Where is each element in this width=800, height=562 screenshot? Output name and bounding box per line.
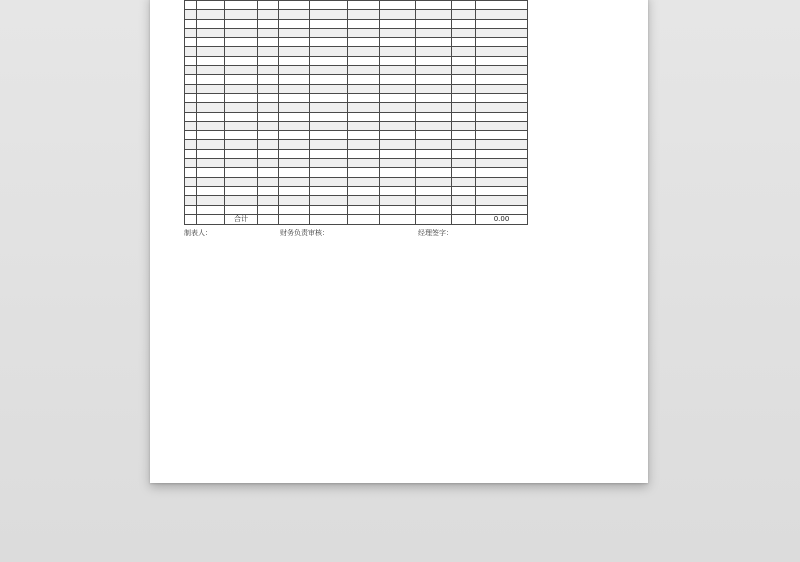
table-cell[interactable] (310, 10, 348, 19)
table-cell[interactable] (279, 56, 310, 65)
table-cell[interactable] (197, 131, 225, 140)
table-row (185, 205, 528, 214)
table-cell[interactable] (197, 75, 225, 84)
table-cell[interactable] (380, 140, 416, 149)
table-cell[interactable] (258, 196, 279, 205)
table-cell[interactable] (380, 38, 416, 47)
table-cell[interactable] (225, 186, 258, 195)
table-cell[interactable] (380, 159, 416, 168)
table-cell[interactable] (197, 38, 225, 47)
table-cell[interactable] (452, 140, 476, 149)
table-cell[interactable] (348, 177, 380, 186)
table-row (185, 19, 528, 28)
table-cell[interactable] (416, 66, 452, 75)
table-cell[interactable] (348, 205, 380, 214)
table-cell[interactable] (279, 140, 310, 149)
table-cell[interactable] (197, 205, 225, 214)
table-cell[interactable] (185, 177, 197, 186)
table-cell[interactable] (416, 131, 452, 140)
table-cell[interactable] (416, 93, 452, 102)
table-cell[interactable] (225, 56, 258, 65)
table-cell[interactable] (416, 196, 452, 205)
table-cell[interactable] (258, 177, 279, 186)
table-cell[interactable] (452, 56, 476, 65)
table-cell[interactable] (348, 214, 380, 224)
table-cell[interactable] (258, 66, 279, 75)
table-cell[interactable] (416, 140, 452, 149)
table-cell[interactable] (258, 1, 279, 10)
table-cell[interactable] (476, 38, 528, 47)
table-cell[interactable] (258, 103, 279, 112)
table-cell[interactable] (185, 149, 197, 158)
table-cell[interactable] (452, 186, 476, 195)
table-cell[interactable] (225, 140, 258, 149)
table-cell[interactable] (380, 186, 416, 195)
table-cell[interactable] (416, 168, 452, 177)
table-cell[interactable] (185, 159, 197, 168)
table-cell[interactable] (258, 149, 279, 158)
table-cell[interactable] (279, 28, 310, 37)
table-cell[interactable] (225, 66, 258, 75)
table-cell[interactable] (185, 112, 197, 121)
table-cell[interactable] (279, 196, 310, 205)
table-cell[interactable] (197, 186, 225, 195)
table-cell[interactable] (476, 112, 528, 121)
table-cell[interactable] (225, 10, 258, 19)
table-cell[interactable] (310, 38, 348, 47)
table-cell[interactable] (476, 149, 528, 158)
table-cell[interactable] (310, 112, 348, 121)
table-cell[interactable] (452, 38, 476, 47)
table-cell[interactable] (197, 19, 225, 28)
table-cell[interactable] (225, 84, 258, 93)
table-cell[interactable] (380, 10, 416, 19)
table-cell[interactable] (185, 103, 197, 112)
table-cell[interactable] (380, 93, 416, 102)
table-cell[interactable] (279, 84, 310, 93)
table-cell[interactable] (310, 131, 348, 140)
table-row (185, 159, 528, 168)
table-cell[interactable] (185, 121, 197, 130)
table-cell[interactable] (185, 168, 197, 177)
table-cell[interactable] (310, 168, 348, 177)
table-cell[interactable] (452, 28, 476, 37)
finance-review-label: 财务负责审核： (280, 228, 329, 237)
table-cell[interactable] (185, 66, 197, 75)
table-cell[interactable] (197, 140, 225, 149)
table-cell[interactable] (348, 186, 380, 195)
table-row (185, 177, 528, 186)
table-cell[interactable] (279, 168, 310, 177)
table-cell[interactable] (452, 75, 476, 84)
table-cell[interactable] (348, 47, 380, 56)
table-cell[interactable] (258, 214, 279, 224)
table-cell[interactable] (197, 66, 225, 75)
table-row (185, 56, 528, 65)
table-cell[interactable] (452, 196, 476, 205)
table-cell[interactable] (185, 140, 197, 149)
table-cell[interactable] (258, 38, 279, 47)
table-row (185, 1, 528, 10)
table-cell[interactable] (310, 84, 348, 93)
table-cell[interactable] (452, 121, 476, 130)
table-cell[interactable] (476, 1, 528, 10)
table-cell[interactable] (476, 196, 528, 205)
table-cell[interactable] (185, 214, 197, 224)
table-cell[interactable] (476, 159, 528, 168)
table-cell[interactable] (380, 196, 416, 205)
table-cell[interactable] (310, 93, 348, 102)
table-cell[interactable] (476, 19, 528, 28)
table-cell[interactable] (225, 205, 258, 214)
table-row (185, 168, 528, 177)
total-row (185, 214, 528, 224)
table-cell[interactable] (197, 168, 225, 177)
signature-footer (184, 228, 527, 240)
table-cell[interactable] (258, 19, 279, 28)
table-cell[interactable] (380, 84, 416, 93)
table-cell[interactable] (476, 103, 528, 112)
table-cell[interactable] (348, 149, 380, 158)
table-cell[interactable] (310, 149, 348, 158)
table-cell[interactable] (416, 75, 452, 84)
table-cell[interactable] (279, 159, 310, 168)
table-cell[interactable] (197, 10, 225, 19)
table-cell[interactable] (225, 177, 258, 186)
table-cell[interactable] (476, 205, 528, 214)
table-cell[interactable] (452, 84, 476, 93)
table-row (185, 103, 528, 112)
table-cell[interactable] (258, 75, 279, 84)
table-cell[interactable] (452, 177, 476, 186)
table-cell[interactable] (348, 28, 380, 37)
spreadsheet-area (184, 0, 527, 240)
table-cell[interactable] (225, 159, 258, 168)
table-cell[interactable] (197, 196, 225, 205)
table-cell[interactable] (380, 112, 416, 121)
table-cell[interactable] (185, 56, 197, 65)
table-cell[interactable] (310, 1, 348, 10)
table-cell[interactable] (310, 214, 348, 224)
table-cell[interactable] (416, 1, 452, 10)
table-cell[interactable] (416, 177, 452, 186)
table-cell[interactable] (279, 1, 310, 10)
total-sum-value: 0.00 (476, 214, 528, 224)
table-cell[interactable] (452, 214, 476, 224)
table-cell[interactable] (476, 10, 528, 19)
table-cell[interactable] (225, 112, 258, 121)
table-cell[interactable] (310, 103, 348, 112)
table-cell[interactable] (185, 196, 197, 205)
table-cell[interactable] (197, 121, 225, 130)
table-cell[interactable] (310, 205, 348, 214)
table-cell[interactable] (348, 66, 380, 75)
table-cell[interactable] (225, 1, 258, 10)
table-cell[interactable] (380, 214, 416, 224)
table-cell[interactable] (380, 1, 416, 10)
table-cell[interactable] (452, 19, 476, 28)
table-cell[interactable] (452, 159, 476, 168)
table-cell[interactable] (279, 93, 310, 102)
table-cell[interactable] (279, 66, 310, 75)
table-row (185, 121, 528, 130)
table-cell[interactable] (416, 149, 452, 158)
table-cell[interactable] (380, 75, 416, 84)
table-row (185, 196, 528, 205)
table-cell[interactable] (225, 38, 258, 47)
table-cell[interactable] (452, 168, 476, 177)
table-cell[interactable] (279, 75, 310, 84)
table-cell[interactable] (310, 121, 348, 130)
table-cell[interactable] (197, 28, 225, 37)
table-cell[interactable] (279, 186, 310, 195)
table-cell[interactable] (258, 205, 279, 214)
table-cell[interactable] (476, 47, 528, 56)
table-row (185, 10, 528, 19)
table-cell[interactable] (380, 47, 416, 56)
table-cell[interactable] (258, 56, 279, 65)
table-cell[interactable] (476, 186, 528, 195)
table-cell[interactable] (348, 196, 380, 205)
table-cell[interactable] (380, 28, 416, 37)
table-cell[interactable] (258, 131, 279, 140)
table-cell[interactable] (452, 66, 476, 75)
table-cell[interactable] (185, 1, 197, 10)
table-cell[interactable] (279, 112, 310, 121)
table-row (185, 112, 528, 121)
total-label: 合计 (225, 214, 258, 224)
table-cell[interactable] (225, 196, 258, 205)
table-cell[interactable] (225, 103, 258, 112)
table-cell[interactable] (258, 159, 279, 168)
table-cell[interactable] (310, 159, 348, 168)
table-cell[interactable] (348, 1, 380, 10)
table-cell[interactable] (348, 75, 380, 84)
table-cell[interactable] (279, 103, 310, 112)
table-cell[interactable] (197, 84, 225, 93)
table-cell[interactable] (258, 186, 279, 195)
table-cell[interactable] (225, 28, 258, 37)
table-cell[interactable] (197, 47, 225, 56)
table-cell[interactable] (416, 159, 452, 168)
table-cell[interactable] (185, 19, 197, 28)
table-cell[interactable] (416, 10, 452, 19)
table-cell[interactable] (279, 177, 310, 186)
table-cell[interactable] (197, 56, 225, 65)
table-cell[interactable] (416, 186, 452, 195)
table-cell[interactable] (279, 205, 310, 214)
table-cell[interactable] (185, 47, 197, 56)
table-cell[interactable] (185, 205, 197, 214)
table-cell[interactable] (197, 214, 225, 224)
table-cell[interactable] (416, 214, 452, 224)
table-cell[interactable] (185, 186, 197, 195)
table-cell[interactable] (258, 93, 279, 102)
table-cell[interactable] (279, 149, 310, 158)
table-cell[interactable] (380, 19, 416, 28)
table-cell[interactable] (380, 121, 416, 130)
table-cell[interactable] (310, 177, 348, 186)
table-cell[interactable] (380, 149, 416, 158)
table-cell[interactable] (476, 93, 528, 102)
table-cell[interactable] (416, 112, 452, 121)
preparer-label: 制表人： (184, 228, 212, 237)
table-cell[interactable] (279, 121, 310, 130)
table-cell[interactable] (452, 149, 476, 158)
table-cell[interactable] (197, 103, 225, 112)
table-cell[interactable] (310, 66, 348, 75)
table-cell[interactable] (185, 93, 197, 102)
table-cell[interactable] (476, 177, 528, 186)
table-row (185, 75, 528, 84)
table-cell[interactable] (185, 131, 197, 140)
table-cell[interactable] (279, 47, 310, 56)
table-cell[interactable] (185, 10, 197, 19)
table-row (185, 28, 528, 37)
table-cell[interactable] (348, 38, 380, 47)
table-cell[interactable] (258, 112, 279, 121)
table-cell[interactable] (348, 10, 380, 19)
manager-sign-label: 经理签字： (418, 228, 453, 237)
table-cell[interactable] (416, 103, 452, 112)
document-page (150, 0, 648, 483)
table-cell[interactable] (279, 19, 310, 28)
table-cell[interactable] (416, 38, 452, 47)
table-cell[interactable] (310, 19, 348, 28)
table-cell[interactable] (225, 93, 258, 102)
table-cell[interactable] (452, 131, 476, 140)
table-cell[interactable] (348, 159, 380, 168)
table-cell[interactable] (452, 10, 476, 19)
table-cell[interactable] (452, 112, 476, 121)
table-cell[interactable] (279, 38, 310, 47)
table-cell[interactable] (258, 10, 279, 19)
table-row (185, 186, 528, 195)
table-cell[interactable] (185, 38, 197, 47)
table-cell[interactable] (310, 140, 348, 149)
table-cell[interactable] (476, 28, 528, 37)
table-cell[interactable] (197, 93, 225, 102)
table-row (185, 149, 528, 158)
table-cell[interactable] (416, 47, 452, 56)
table-cell[interactable] (197, 159, 225, 168)
table-row (185, 66, 528, 75)
table-cell[interactable] (310, 47, 348, 56)
table-cell[interactable] (225, 131, 258, 140)
table-cell[interactable] (348, 56, 380, 65)
table-cell[interactable] (416, 84, 452, 93)
table-cell[interactable] (197, 177, 225, 186)
table-row (185, 131, 528, 140)
table-cell[interactable] (476, 131, 528, 140)
table-cell[interactable] (225, 47, 258, 56)
table-row (185, 38, 528, 47)
table-cell[interactable] (416, 205, 452, 214)
table-cell[interactable] (197, 1, 225, 10)
table-cell[interactable] (310, 75, 348, 84)
table-cell[interactable] (279, 10, 310, 19)
table-cell[interactable] (380, 205, 416, 214)
table-cell[interactable] (185, 28, 197, 37)
table-cell[interactable] (348, 168, 380, 177)
table-cell[interactable] (310, 28, 348, 37)
table-cell[interactable] (380, 56, 416, 65)
table-cell[interactable] (476, 66, 528, 75)
data-table (184, 0, 528, 225)
table-cell[interactable] (225, 149, 258, 158)
table-cell[interactable] (310, 196, 348, 205)
table-cell[interactable] (258, 168, 279, 177)
table-cell[interactable] (348, 103, 380, 112)
table-cell[interactable] (279, 131, 310, 140)
table-cell[interactable] (380, 177, 416, 186)
table-cell[interactable] (452, 93, 476, 102)
table-row (185, 84, 528, 93)
table-cell[interactable] (185, 84, 197, 93)
table-cell[interactable] (452, 205, 476, 214)
table-cell[interactable] (416, 121, 452, 130)
table-cell[interactable] (348, 93, 380, 102)
table-cell[interactable] (476, 121, 528, 130)
table-cell[interactable] (197, 149, 225, 158)
table-cell[interactable] (258, 47, 279, 56)
table-cell[interactable] (225, 19, 258, 28)
table-cell[interactable] (476, 168, 528, 177)
table-cell[interactable] (476, 84, 528, 93)
table-cell[interactable] (476, 56, 528, 65)
table-cell[interactable] (452, 1, 476, 10)
table-cell[interactable] (380, 103, 416, 112)
table-cell[interactable] (225, 168, 258, 177)
table-cell[interactable] (476, 140, 528, 149)
table-cell[interactable] (310, 56, 348, 65)
table-cell[interactable] (258, 121, 279, 130)
table-cell[interactable] (258, 84, 279, 93)
table-cell[interactable] (348, 121, 380, 130)
table-cell[interactable] (380, 168, 416, 177)
table-cell[interactable] (258, 28, 279, 37)
table-cell[interactable] (380, 66, 416, 75)
table-cell[interactable] (348, 131, 380, 140)
table-cell[interactable] (185, 75, 197, 84)
table-cell[interactable] (348, 112, 380, 121)
table-cell[interactable] (348, 19, 380, 28)
table-cell[interactable] (452, 103, 476, 112)
table-cell[interactable] (310, 186, 348, 195)
table-cell[interactable] (380, 131, 416, 140)
table-cell[interactable] (225, 121, 258, 130)
table-cell[interactable] (348, 140, 380, 149)
table-cell[interactable] (225, 75, 258, 84)
table-cell[interactable] (452, 47, 476, 56)
table-cell[interactable] (348, 84, 380, 93)
table-cell[interactable] (416, 28, 452, 37)
table-cell[interactable] (258, 140, 279, 149)
table-cell[interactable] (279, 214, 310, 224)
table-row (185, 140, 528, 149)
table-row (185, 47, 528, 56)
table-row (185, 93, 528, 102)
table-cell[interactable] (416, 56, 452, 65)
table-cell[interactable] (416, 19, 452, 28)
table-cell[interactable] (476, 75, 528, 84)
table-cell[interactable] (197, 112, 225, 121)
table-body (185, 1, 528, 225)
